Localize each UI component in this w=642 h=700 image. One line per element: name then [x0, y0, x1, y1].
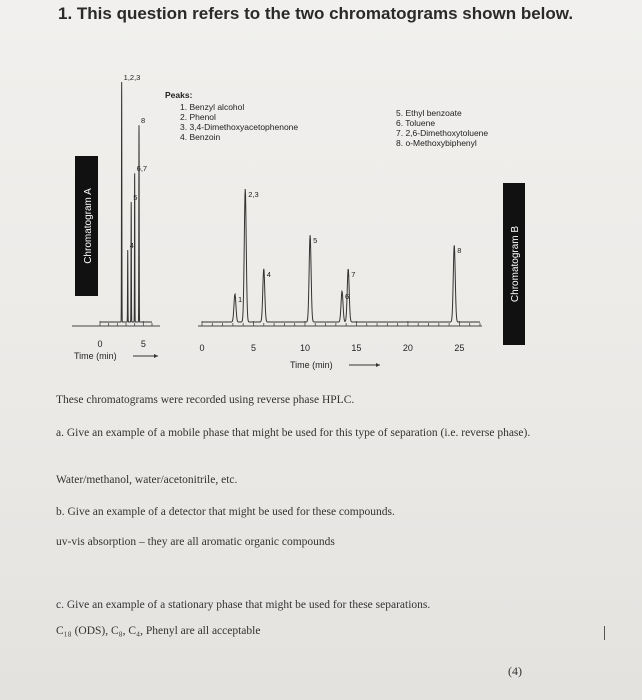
chromatogram-b-tick-label: 10: [299, 343, 310, 353]
answer-c: C₁₈ (ODS), C₈, C₄, Phenyl are all acceptable: [56, 625, 261, 637]
chromatogram-a-peak-label: 8: [141, 116, 146, 126]
chromatogram-b-peak-label: 6: [345, 292, 350, 302]
intro-text: These chromatograms were recorded using reverse phase HPLC.: [56, 394, 355, 406]
text-cursor: [604, 626, 605, 640]
legend-item-2: 2. Phenol: [180, 112, 216, 122]
chromatogram-b-tick-label: 5: [250, 343, 256, 353]
chromatogram-a-peak-label: 4: [129, 241, 134, 250]
question-c: c. Give an example of a stationary phase that might be used for these separations.: [56, 599, 431, 611]
chromatogram-a-peak-label: 1,2,3: [123, 73, 141, 82]
chromatogram-b-trace: [202, 189, 480, 322]
chromatogram-b-arrowhead: [376, 363, 380, 367]
chromatogram-b-peak-label: 8: [457, 246, 462, 255]
legend-item-7: 7. 2,6-Dimethoxytoluene: [396, 128, 489, 138]
chromatogram-b-tick-label: 0: [199, 343, 205, 353]
chromatogram-b-plot: [198, 189, 482, 370]
legend-item-5: 5. Ethyl benzoate: [396, 108, 462, 118]
question-title: 1. This question refers to the two chromatograms shown below.: [58, 4, 574, 23]
question-b: b. Give an example of a detector that might be used for these compounds.: [56, 506, 395, 518]
answer-b: uv-vis absorption – they are all aromatic organic compounds: [56, 536, 335, 548]
peaks-legend: [165, 90, 488, 148]
peaks-legend-heading: Peaks:: [165, 90, 193, 100]
chromatogram-b-tick-label: 15: [351, 343, 362, 353]
chromatogram-b-label: Chromatogram B: [510, 225, 521, 303]
chromatogram-b-tick-label: 25: [454, 343, 465, 353]
chromatogram-b-xlabel: Time (min): [290, 360, 333, 370]
chromatogram-b-peak-label: 5: [313, 236, 318, 246]
chromatogram-a-arrowhead: [154, 354, 158, 358]
marks-indicator: (4): [508, 664, 522, 678]
legend-item-1: 1. Benzyl alcohol: [180, 102, 245, 112]
chromatogram-b-peak-label: 7: [351, 269, 356, 279]
question-a: a. Give an example of a mobile phase that might be used for this type of separation (i.e. reverse phase).: [56, 427, 531, 439]
chromatogram-a-peak-label: 6,7: [136, 164, 148, 174]
chromatogram-a-label: Chromatogram A: [83, 188, 94, 264]
legend-item-3: 3. 3,4-Dimethoxyacetophenone: [180, 122, 299, 132]
answer-a: Water/methanol, water/acetonitrile, etc.: [56, 474, 238, 486]
chromatogram-a-tick-label: 5: [140, 339, 146, 349]
chromatogram-a-tick-label: 0: [97, 339, 103, 349]
legend-item-6: 6. Toluene: [396, 118, 436, 128]
chromatogram-a-xlabel: Time (min): [74, 351, 117, 361]
chromatogram-b-tick-label: 20: [402, 343, 413, 353]
legend-item-8: 8. o-Methoxybiphenyl: [396, 138, 477, 148]
chromatogram-b-peak-label: 2,3: [248, 190, 259, 199]
chromatogram-a-peak-label: 5: [133, 193, 138, 202]
chromatogram-b-peak-label: 1: [237, 295, 243, 304]
legend-item-4: 4. Benzoin: [180, 132, 221, 142]
chromatogram-b-peak-label: 4: [266, 269, 271, 279]
